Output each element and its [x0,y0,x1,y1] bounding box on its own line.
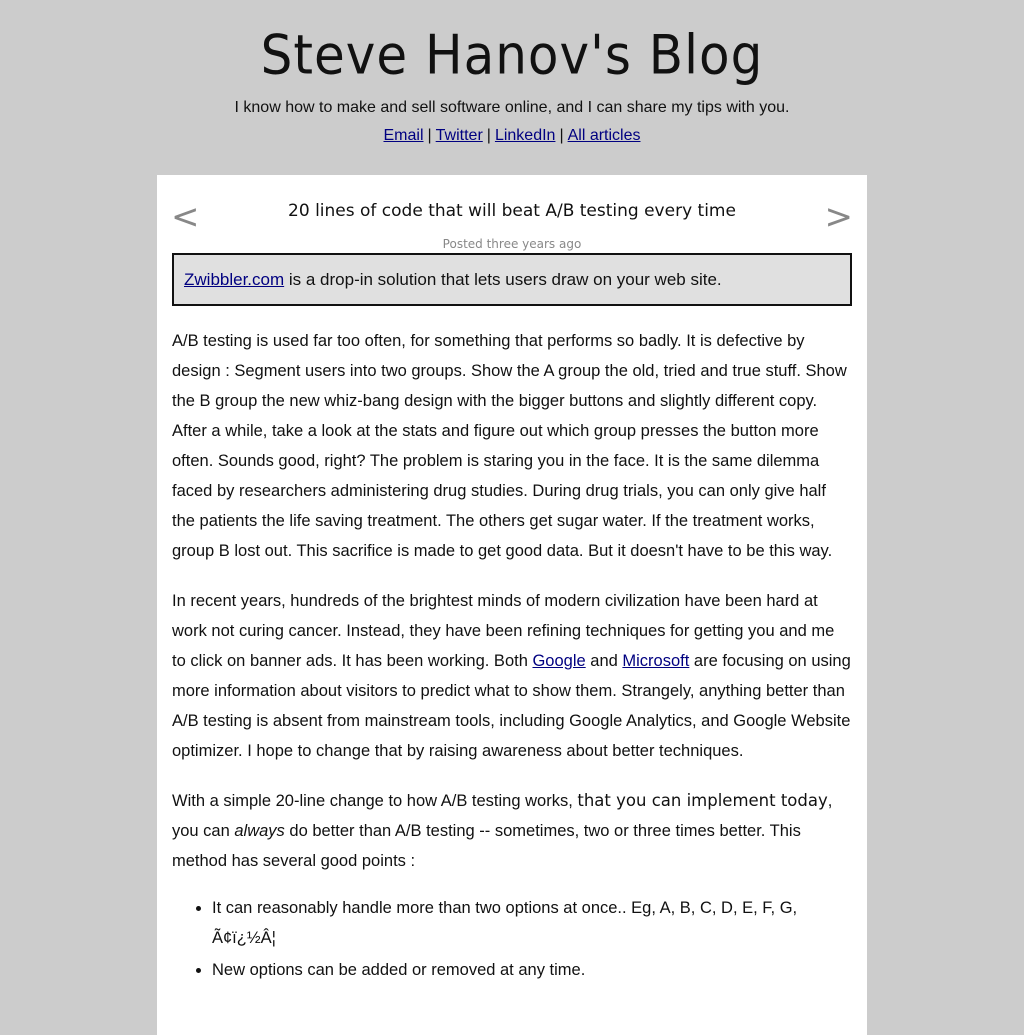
next-post-arrow[interactable]: > [824,197,853,237]
paragraph-3 [172,786,852,876]
twitter-link[interactable]: Twitter [435,127,483,144]
paragraph-2 [172,586,852,766]
paragraph-2-text: In recent years, hundreds of the brightest minds of modern civilization have been hard at work not curing cancer. Instead, they have been refining techniques for getting you and me to click on banner ads. It has been working. Both [172,592,835,670]
paragraph-2-text: and [585,652,623,670]
nav-separator: | [486,127,491,144]
google-link[interactable]: Google [532,652,586,670]
paragraph-3-text: do better than A/B testing -- sometimes, two or three times better. This method has several good points : [172,822,801,870]
benefits-list [172,893,852,985]
all-articles-link[interactable]: All articles [567,127,641,144]
header-nav [0,126,1024,146]
post-title: 20 lines of code that will beat A/B testing every time [288,201,736,221]
zwibbler-ad-box [172,253,852,306]
linkedin-link[interactable]: LinkedIn [494,127,556,144]
paragraph-1: A/B testing is used far too often, for something that performs so badly. It is defective by design : Segment users into two groups. Show the A group the old, tried and true stuff. Show the B group the new whiz-bang design with the bigger buttons and slightly different copy. After a while, take a look at the stats and figure out which group presses the button more often. Sounds good, right? The problem is staring you in the face. It is the same dilemma faced by researchers administering drug studies. During drug trials, you can only give half the patients the life saving treatment. The others get sugar water. If the treatment works, group B lost out. This sacrifice is made to get good data. But it doesn't have to be this way. [172,332,847,560]
zwibbler-link[interactable]: Zwibbler.com [184,270,285,289]
ad-text: is a drop-in solution that lets users draw on your web site. [284,270,722,289]
article-panel [157,175,867,1035]
paragraph-3-text: With a simple 20-line change to how A/B testing works, [172,792,578,810]
microsoft-link[interactable]: Microsoft [622,652,690,670]
post-header [157,175,867,253]
site-title[interactable]: Steve Hanov's Blog [260,23,764,87]
italic-always: always [234,822,285,840]
email-link[interactable]: Email [383,127,424,144]
list-item: • It can reasonably handle more than two options at once.. Eg, A, B, C, D, E, F, G, Ã¢ï¿½Â¦ [212,893,852,953]
previous-post-arrow[interactable]: < [171,197,200,237]
list-item: • New options can be added or removed at any time. [212,955,852,985]
article-body [157,326,867,985]
nav-separator: | [559,127,564,144]
site-header [0,0,1024,146]
paragraph-3-text: , you can [172,792,833,840]
emphasis-text: that you can implement today [577,791,828,810]
nav-separator: | [427,127,432,144]
paragraph-2-text: are focusing on using more information about visitors to predict what to show them. Strangely, anything better than A/B testing is absent from mainstream tools, including Google Analytics, and Google Website optimizer. I hope to change that by raising awareness about better techniques. [172,652,851,760]
post-date: Posted three years ago [442,237,582,251]
site-tagline: I know how to make and sell software online, and I can share my tips with you. [234,99,790,116]
